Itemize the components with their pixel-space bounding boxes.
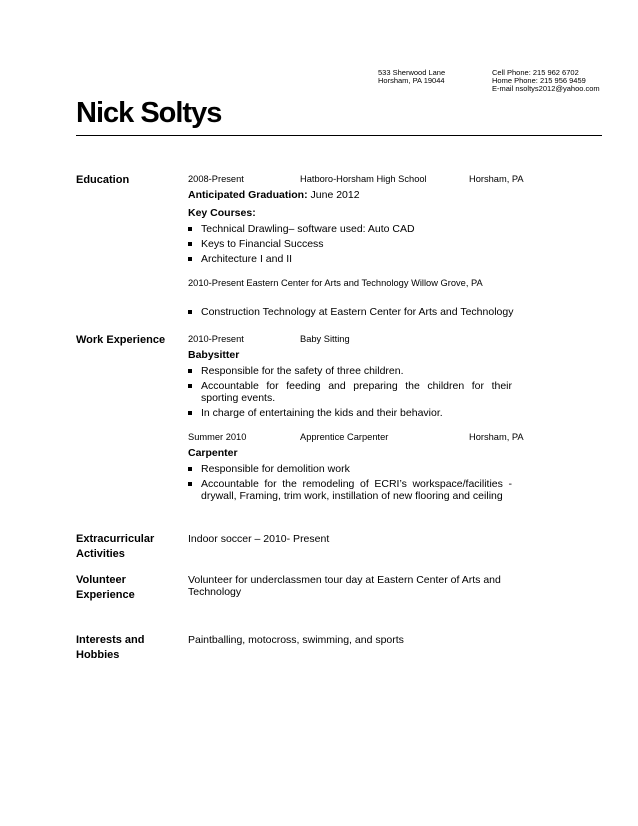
education-school: Hatboro-Horsham High School xyxy=(300,174,427,184)
cell-phone: Cell Phone: 215 962 6702 xyxy=(492,68,579,77)
job2-title: Carpenter xyxy=(188,447,238,459)
volunteer-text: Volunteer for underclassmen tour day at Eastern Center of Arts and Technology xyxy=(188,574,501,598)
job1-employer: Baby Sitting xyxy=(300,334,350,344)
header-divider xyxy=(76,135,602,136)
interests-heading-2: Hobbies xyxy=(76,649,120,661)
resume-name: Nick Soltys xyxy=(76,97,222,129)
extracurricular-heading-1: Extracurricular xyxy=(76,533,155,545)
education-location: Horsham, PA xyxy=(469,174,524,184)
job1-title: Babysitter xyxy=(188,349,240,361)
interests-text: Paintballing, motocross, swimming, and sports xyxy=(188,634,404,646)
volunteer-heading-2: Experience xyxy=(76,589,135,601)
key-courses-heading: Key Courses: xyxy=(188,207,256,219)
graduation-label: Anticipated Graduation: xyxy=(188,189,308,201)
education-second-school: 2010-Present Eastern Center for Arts and Technology Willow Grove, PA xyxy=(188,278,483,288)
extracurricular-text: Indoor soccer – 2010- Present xyxy=(188,533,330,545)
job2-employer: Apprentice Carpenter xyxy=(300,432,389,442)
education-heading: Education xyxy=(76,174,130,186)
address-city: Horsham, PA 19044 xyxy=(378,76,445,85)
extracurricular-heading-2: Activities xyxy=(76,548,125,560)
graduation-value: June 2012 xyxy=(307,189,360,201)
interests-heading-1: Interests and xyxy=(76,634,145,646)
home-phone: Home Phone: 215 956 9459 xyxy=(492,76,586,85)
address-street: 533 Sherwood Lane xyxy=(378,68,446,77)
email: E-mail nsoltys2012@yahoo.com xyxy=(492,84,600,93)
anticipated-graduation xyxy=(188,189,360,201)
job2-dates: Summer 2010 xyxy=(188,432,247,442)
education-dates: 2008-Present xyxy=(188,174,244,184)
job2-location: Horsham, PA xyxy=(469,432,524,442)
volunteer-heading-1: Volunteer xyxy=(76,574,126,586)
work-heading: Work Experience xyxy=(76,334,166,346)
job1-dates: 2010-Present xyxy=(188,334,244,344)
